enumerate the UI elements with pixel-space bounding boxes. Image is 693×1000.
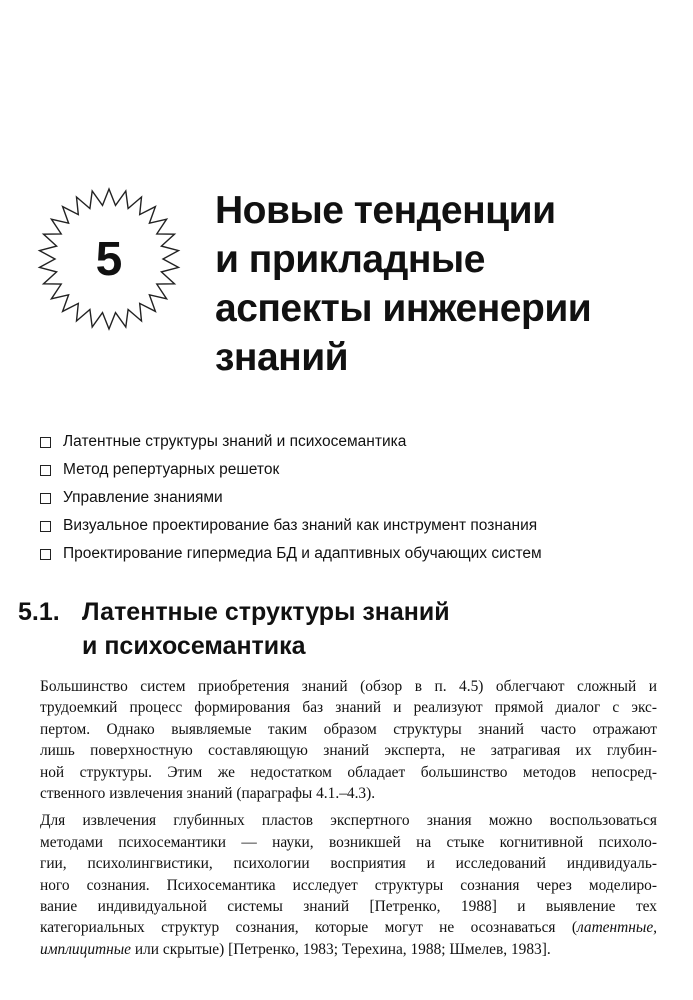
italic-term: имплицитные	[40, 940, 132, 958]
list-item-label: Управление знаниями	[63, 489, 223, 506]
chapter-title-line: знаний	[215, 336, 349, 379]
paragraph	[40, 810, 657, 960]
checkbox-bullet-icon	[40, 465, 51, 476]
text-line: ственного извлечения знаний (параграфы 4.1.–4.3).	[40, 785, 376, 803]
list-item	[40, 456, 670, 484]
chapter-number: 5	[95, 232, 123, 286]
text-line: ного сознания. Психосемантика исследует структуры сознания через моделиро-	[40, 876, 657, 894]
paragraph	[40, 676, 657, 804]
list-item	[40, 512, 670, 540]
list-item-label: Латентные структуры знаний и психосемантика	[63, 433, 407, 450]
section-number: 5.1.	[18, 598, 60, 626]
chapter-title-line: и прикладные	[215, 238, 485, 281]
checkbox-bullet-icon	[40, 437, 51, 448]
text-line: гии, психолингвистики, психологии восприятия и исследований индивидуаль-	[40, 855, 657, 873]
list-item-label: Визуальное проектирование баз знаний как инструмент познания	[63, 517, 538, 534]
section-title-line: и психосемантика	[82, 632, 306, 660]
list-item-label: Проектирование гипермедиа БД и адаптивных обучающих систем	[63, 545, 542, 562]
checkbox-bullet-icon	[40, 493, 51, 504]
section-title-line: Латентные структуры знаний	[82, 598, 450, 626]
text-line: Для извлечения глубинных пластов экспертного знания можно воспользоваться	[40, 812, 657, 830]
text-run: категориальных структур сознания, которые могут не осознаваться (	[40, 919, 577, 937]
section-heading	[18, 595, 678, 663]
list-item	[40, 540, 670, 568]
text-line	[40, 917, 657, 938]
text-line: вание индивидуальной системы знаний [Петренко, 1988] и выявление тех	[40, 898, 657, 916]
text-run: или скрытые) [Петренко, 1983; Терехина, 1988; Шмелев, 1983].	[131, 940, 551, 958]
text-line	[40, 939, 657, 960]
checkbox-bullet-icon	[40, 521, 51, 532]
list-item	[40, 484, 670, 512]
text-line: Большинство систем приобретения знаний (обзор в п. 4.5) облегчают сложный и	[40, 678, 657, 695]
checkbox-bullet-icon	[40, 549, 51, 560]
chapter-number-badge	[36, 186, 182, 332]
body-text	[40, 676, 657, 966]
chapter-contents-list	[40, 428, 670, 568]
chapter-title-line: аспекты инженерии	[215, 287, 592, 330]
list-item	[40, 428, 670, 456]
chapter-title-line: Новые тенденции	[215, 189, 556, 232]
text-line: трудоемкий процесс формирования баз знаний и реализуют прямой диалог с экс-	[40, 699, 657, 717]
list-item-label: Метод репертуарных решеток	[63, 461, 280, 478]
italic-term: латентные,	[576, 919, 657, 937]
text-line: ной структуры. Этим же недостатком обладает большинство методов непосред-	[40, 763, 657, 781]
chapter-title	[215, 186, 675, 382]
text-line: лишь поверхностную составляющую знаний эксперта, не затрагивая их глубин-	[40, 742, 657, 760]
text-line: пертом. Однако выявляемые таким образом структуры знаний часто отражают	[40, 720, 657, 738]
text-line: методами психосемантики — науки, возникшей на стыке когнитивной психоло-	[40, 833, 657, 851]
